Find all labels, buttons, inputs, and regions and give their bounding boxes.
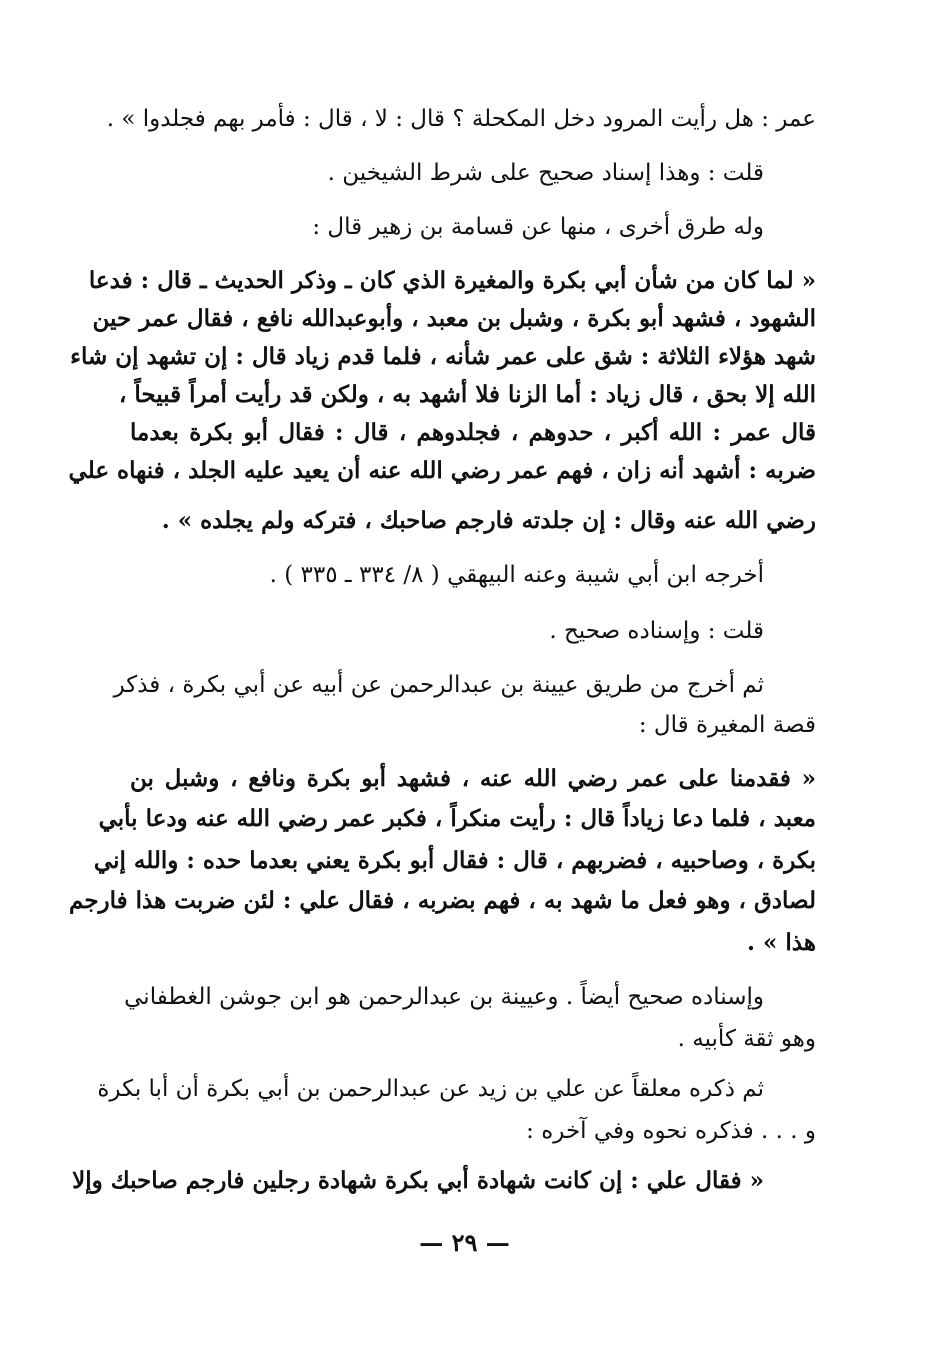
text-line: لصادق ، وهو فعل ما شهد به ، فهم بضربه ، فقال علي : لئن ضربت هذا فارجم [69, 887, 816, 914]
text-line: وله طرق أخرى ، منها عن قسامة بن زهير قال : [312, 214, 764, 240]
text-line: قصة المغيرة قال : [638, 712, 816, 738]
text-line: وإسناده صحيح أيضاً . وعيينة بن عبدالرحمن هو ابن جوشن الغطفاني [124, 984, 764, 1010]
text-line: معبد ، فلما دعا زياداً قال : رأيت منكراً ، فكبر عمر رضي الله عنه ودعا بأبي [98, 805, 816, 832]
text-line: شهد هؤلاء الثلاثة : شق على عمر شأنه ، فلما قدم زياد قال : إن تشهد إن شاء [70, 343, 816, 370]
text-line: عمر : هل رأيت المرود دخل المكحلة ؟ قال : لا ، قال : فأمر بهم فجلدوا » . [106, 106, 816, 132]
text-line: الله إلا بحق ، قال زياد : أما الزنا فلا أشهد به ، ولكن قد رأيت أمراً قبيحاً ، [118, 381, 816, 408]
text-line: رضي الله عنه وقال : إن جلدته فارجم صاحبك ، فتركه ولم يجلده » . [161, 507, 816, 534]
text-line: ثم ذكره معلقاً عن علي بن زيد عن عبدالرحمن بن أبي بكرة أن أبا بكرة [97, 1076, 764, 1102]
text-line: بكرة ، وصاحبيه ، فضربهم ، قال : فقال أبو بكرة يعني بعدما حده : والله إني [93, 847, 816, 874]
text-line: قلت : وإسناده صحيح . [549, 618, 764, 644]
text-line: وهو ثقة كأبيه . [677, 1026, 816, 1052]
text-line: قلت : وهذا إسناد صحيح على شرط الشيخين . [327, 160, 764, 186]
text-line: هذا » . [747, 929, 816, 956]
text-line: « فقدمنا على عمر رضي الله عنه ، فشهد أبو بكرة ونافع ، وشبل بن [130, 765, 816, 792]
text-line: ثم أخرج من طريق عيينة بن عبدالرحمن عن أبيه عن أبي بكرة ، فذكر [113, 672, 764, 698]
text-line: أخرجه ابن أبي شيبة وعنه البيهقي ( ٨/ ٣٣٤ ـ ٣٣٥ ) . [269, 562, 764, 588]
text-line: الشهود ، فشهد أبو بكرة ، وشبل بن معبد ، وأبوعبدالله نافع ، فقال عمر حين [92, 305, 816, 332]
text-line: و . . . فذكره نحوه وفي آخره : [526, 1118, 816, 1144]
text-line: قال عمر : الله أكبر ، حدوهم ، فجلدوهم ، قال : فقال أبو بكرة بعدما [130, 419, 816, 446]
text-line: « فقال علي : إن كانت شهادة أبي بكرة شهادة رجلين فارجم صاحبك وإلا [72, 1167, 764, 1194]
page-number: — ٢٩ — [419, 1228, 510, 1257]
text-line: « لما كان من شأن أبي بكرة والمغيرة الذي كان ـ وذكر الحديث ـ قال : فدعا [88, 267, 816, 294]
text-line: ضربه : أشهد أنه زان ، فهم عمر رضي الله عنه أن يعيد عليه الجلد ، فنهاه علي [68, 457, 816, 484]
